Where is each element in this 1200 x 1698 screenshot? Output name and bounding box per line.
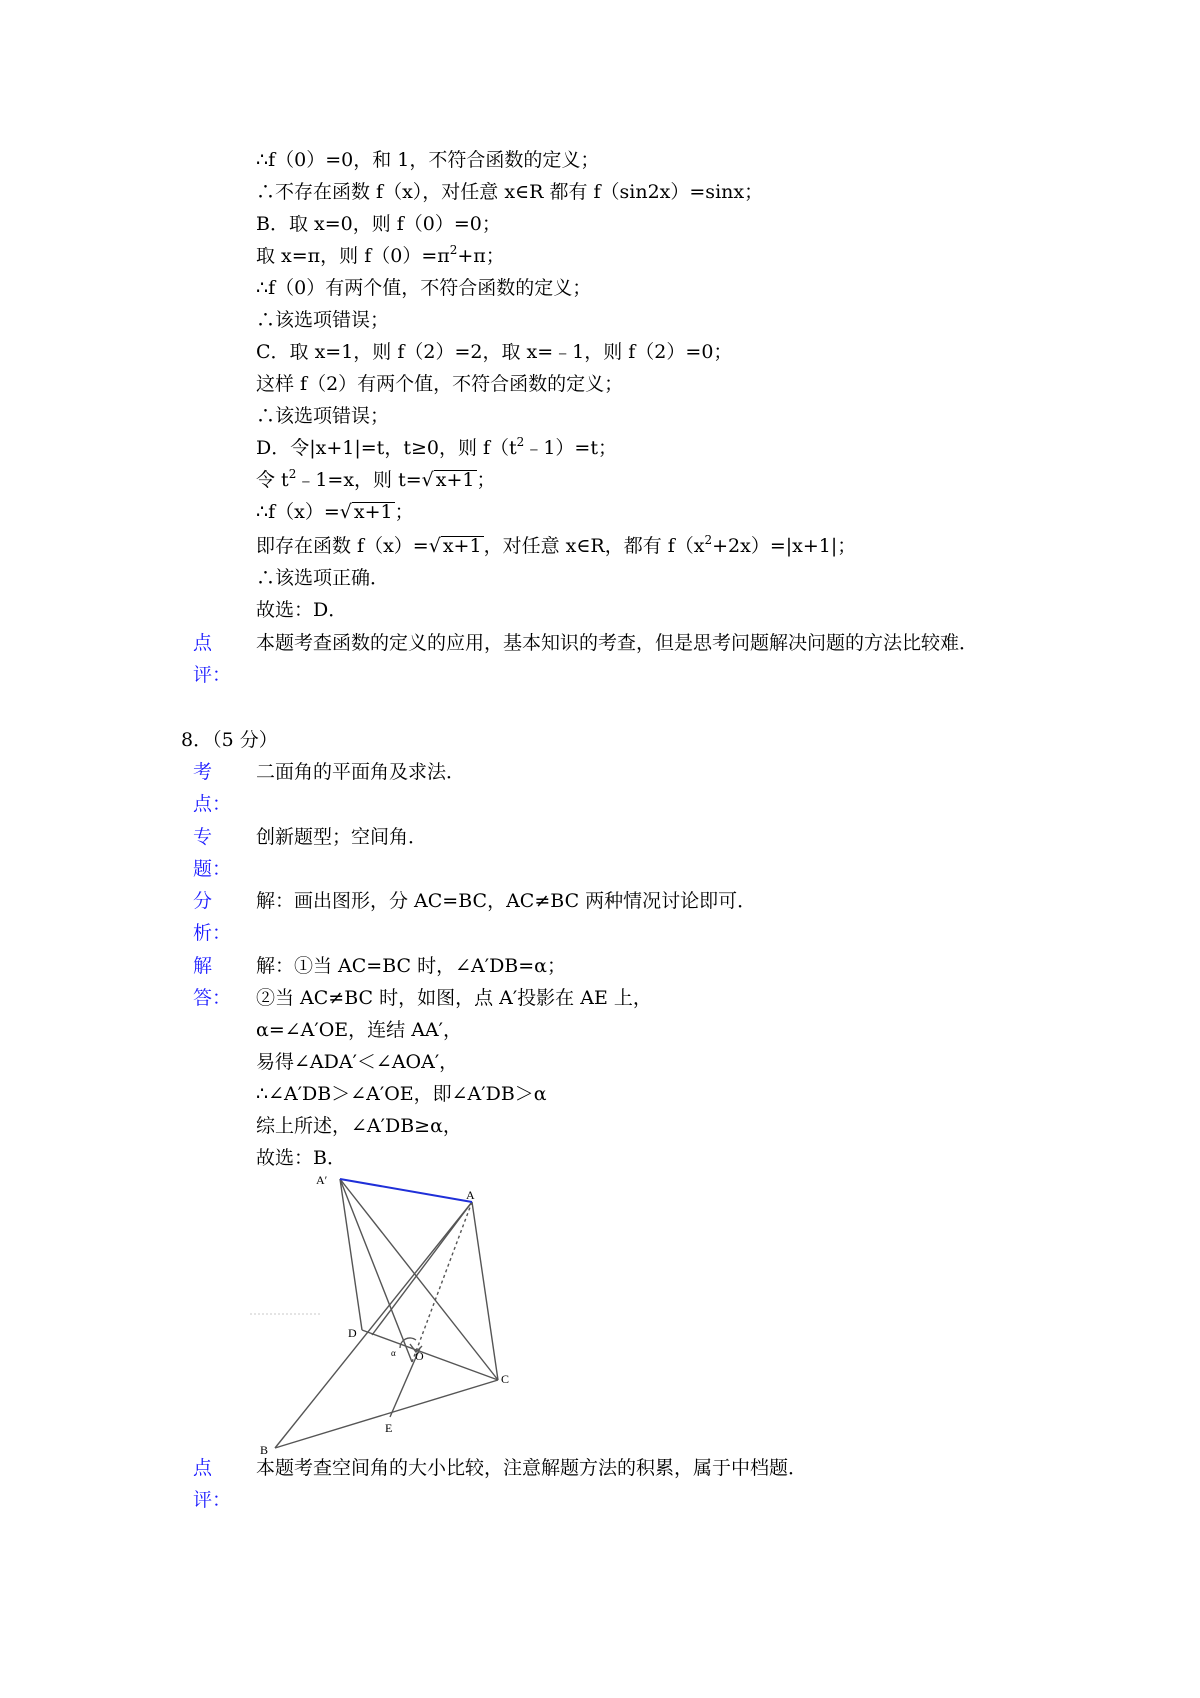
q7-sol-c-line-3: ∴该选项错误；: [256, 405, 390, 427]
edge-a-b: [275, 1202, 472, 1448]
q7-sol-c-line-2: 这样 f（2）有两个值，不符合函数的定义；: [256, 373, 624, 395]
label-c: C: [501, 1372, 510, 1386]
text: ；: [476, 469, 496, 491]
text: 取 x=π，则 f（0）=π: [256, 245, 450, 267]
superscript: 2: [288, 467, 297, 481]
text: +π；: [457, 245, 505, 267]
text: ﹣1）=t；: [524, 437, 617, 459]
q8-fenxi-label-1: 分: [193, 890, 213, 912]
q8-jieda-line-5: ∴∠A′DB＞∠A′OE，即∠A′DB＞α: [256, 1083, 547, 1105]
q7-sol-d-line-5: ∴该选项正确．: [256, 567, 390, 589]
q8-zhuanti: 创新题型；空间角．: [256, 826, 428, 848]
geometry-diagram: [250, 1162, 520, 1454]
superscript: 2: [704, 533, 713, 547]
radical-sign: √: [428, 535, 441, 557]
q8-fenxi: 解：画出图形，分 AC=BC，AC≠BC 两种情况讨论即可．: [256, 890, 757, 912]
q7-sol-a-line-1: ∴f（0）=0，和 1，不符合函数的定义；: [256, 149, 600, 171]
q8-jieda-line-3: α=∠A′OE，连结 AA′，: [256, 1019, 462, 1041]
edge-a-d-inner: [372, 1202, 472, 1335]
text: D．令|x+1|=t，t≥0，则 f（t: [256, 437, 517, 459]
q8-kaodian-label-1: 考: [193, 761, 213, 783]
superscript: 2: [449, 243, 458, 257]
radical-sign: √: [421, 469, 434, 491]
q7-sol-d-line-1: [256, 436, 617, 460]
label-a-prime: A′: [316, 1173, 328, 1187]
text: ，对任意 x∈R，都有 f（x: [483, 535, 705, 557]
q7-sol-c-line-1: C．取 x=1，则 f（2）=2，取 x=﹣1，则 f（2）=0；: [256, 341, 733, 363]
label-b: B: [260, 1443, 269, 1454]
q8-heading: 8．（5 分）: [181, 729, 278, 751]
q8-zhuanti-label-2: 题：: [193, 858, 232, 880]
q7-sol-b-line-4: ∴该选项错误；: [256, 309, 390, 331]
q8-jieda-label-2: 答：: [193, 987, 232, 1009]
q7-comment-label-2: 评：: [193, 664, 232, 686]
text: +2x）=|x+1|；: [712, 535, 857, 557]
radicand: x+1: [442, 535, 482, 557]
q7-sol-d-line-3: [256, 500, 414, 524]
q8-kaodian: 二面角的平面角及求法．: [256, 761, 466, 783]
q8-fenxi-label-2: 析：: [193, 922, 232, 944]
edge-a-prime-d: [340, 1179, 362, 1330]
q7-sol-d-line-4: [256, 534, 856, 558]
q8-jieda-line-1: 解：①当 AC=BC 时，∠A′DB=α；: [256, 955, 567, 977]
q7-sol-a-line-2: ∴不存在函数 f（x），对任意 x∈R 都有 f（sin2x）=sinx；: [256, 181, 764, 203]
edge-a-c: [472, 1202, 498, 1380]
text: 即存在函数 f（x）=: [256, 535, 429, 557]
q7-sol-b-line-1: B．取 x=0，则 f（0）=0；: [256, 213, 501, 235]
q7-comment-label-1: 点: [193, 632, 213, 654]
q7-comment: 本题考查函数的定义的应用，基本知识的考查，但是思考问题解决问题的方法比较难．: [256, 632, 979, 654]
q7-sol-d-line-2: [256, 468, 496, 492]
label-o: O: [415, 1349, 424, 1363]
radicand: x+1: [353, 501, 393, 523]
q8-zhuanti-label-1: 专: [193, 826, 213, 848]
label-a: A: [466, 1188, 475, 1202]
q8-jieda-line-4: 易得∠ADA′＜∠AOA′，: [256, 1051, 459, 1073]
q8-answer: 故选：B．: [256, 1147, 346, 1169]
q7-sol-b-line-3: ∴f（0）有两个值，不符合函数的定义；: [256, 277, 592, 299]
edge-b-c: [275, 1380, 498, 1448]
q8-comment-label-1: 点: [193, 1457, 213, 1479]
text: ∴f（x）=: [256, 501, 340, 523]
text: 令 t: [256, 469, 289, 491]
text: ﹣1=x，则 t=: [296, 469, 422, 491]
label-alpha: α: [391, 1348, 396, 1358]
q7-answer: 故选：D．: [256, 599, 348, 621]
edge-a-prime-a: [340, 1179, 472, 1202]
q8-comment-label-2: 评：: [193, 1489, 232, 1511]
q8-comment: 本题考查空间角的大小比较，注意解题方法的积累，属于中档题．: [256, 1457, 808, 1479]
q7-sol-b-line-2: [256, 244, 505, 268]
radical-sign: √: [339, 501, 352, 523]
q8-jieda-line-2: ②当 AC≠BC 时，如图，点 A′投影在 AE 上，: [256, 987, 652, 1009]
q8-jieda-label-1: 解: [193, 955, 213, 977]
superscript: 2: [516, 435, 525, 449]
text: ；: [394, 501, 414, 523]
label-d: D: [348, 1326, 357, 1340]
q8-jieda-line-6: 综上所述，∠A′DB≥α，: [256, 1115, 462, 1137]
label-e: E: [385, 1421, 393, 1435]
radicand: x+1: [435, 469, 475, 491]
q8-kaodian-label-2: 点：: [193, 793, 232, 815]
